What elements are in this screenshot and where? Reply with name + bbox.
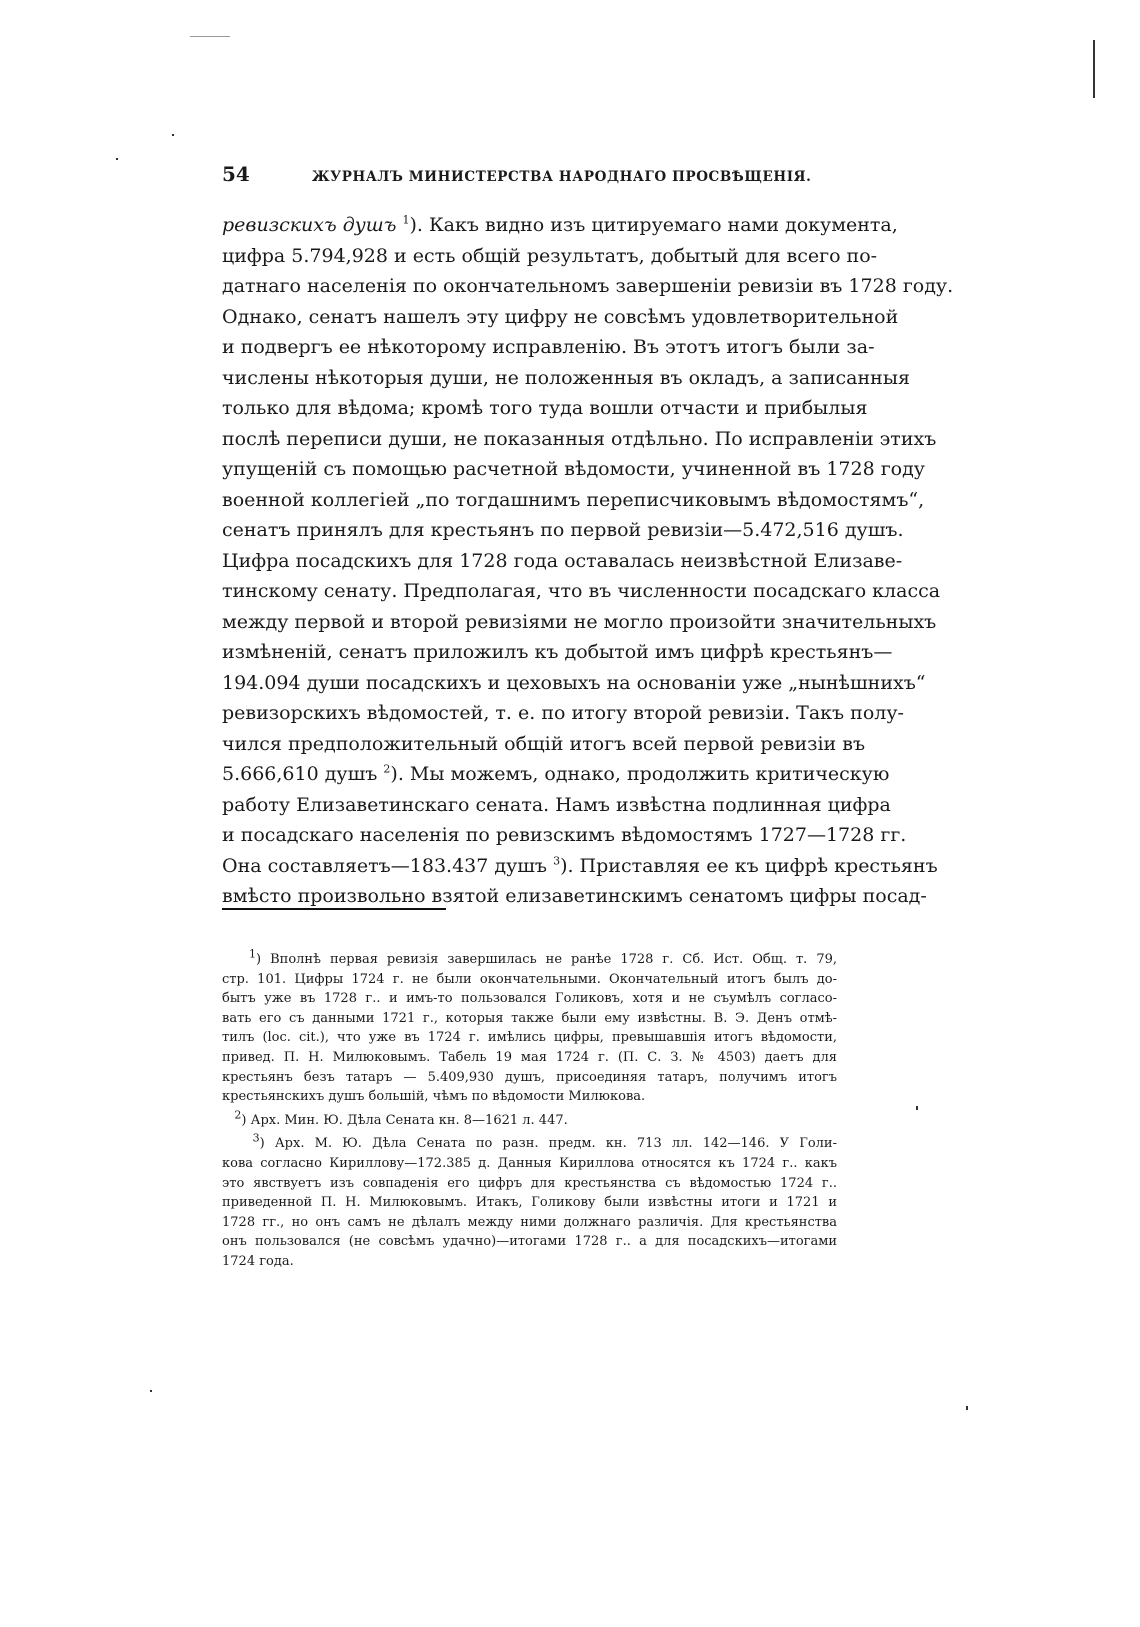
text-line: чился предположительный общій итогъ всей первой ревизіи въ — [222, 732, 866, 755]
footnotes — [222, 947, 837, 1272]
text-line: военной коллегіей „по тогдашнимъ переписчиковымъ вѣдомостямъ“, — [222, 488, 925, 511]
text-line: измѣненій, сенатъ приложилъ къ добытой имъ цифрѣ крестьянъ— — [222, 641, 893, 663]
footnote-line: это явствуетъ изъ совпаденія его цифръ для крестьянства съ вѣдомостью 1724 г.. — [222, 1175, 837, 1191]
text-line: ревизорскихъ вѣдомостей, т. е. по итогу второй ревизіи. Такъ полу- — [222, 702, 904, 724]
footnote-line: бытъ уже въ 1728 г.. и имъ-то пользовался Голиковъ, хотя и не съумѣлъ согласо- — [222, 991, 837, 1007]
text-line: между первой и второй ревизіями не могло произойти значительныхъ — [222, 610, 937, 633]
footnote-line: тилъ (loc. cit.), что уже въ 1724 г. имѣлись цифры, превышавшія итогъ вѣдомости, — [222, 1030, 837, 1046]
footnote-ref-1: 1 — [402, 213, 410, 227]
text-line: тинскому сенату. Предполагая, что въ численности посадскаго класса — [222, 580, 941, 602]
footnote-marker-2: 2 — [234, 1108, 242, 1122]
text-segment: ) Арх. Мин. Ю. Дѣла Сената кн. 8—1621 л. 447. — [241, 1112, 568, 1128]
text-line — [222, 210, 898, 241]
text-segment: ). Мы можемъ, однако, продолжить критическую — [390, 763, 890, 785]
footnote-marker-1: 1 — [249, 947, 257, 961]
main-body-text — [222, 210, 954, 912]
text-segment: Она составляетъ—183.437 душъ — [222, 854, 548, 877]
text-segment: 5.666,610 душъ — [222, 763, 378, 785]
italic-phrase: ревизскихъ душъ — [222, 214, 397, 236]
footnote-line: вать его съ данными 1721 г., которыя также были ему извѣстны. В. Э. Денъ отмѣ- — [222, 1010, 837, 1026]
footnote-line: онъ пользовался (не совсѣмъ удачно)—итогами 1728 г.. а для посадскихъ—итогами — [222, 1234, 837, 1250]
text-line: сенатъ принялъ для крестьянъ по первой ревизіи—5.472,516 душъ. — [222, 519, 904, 541]
text-line: только для вѣдома; кромѣ того туда вошли отчасти и прибылыя — [222, 397, 868, 419]
text-line: и подвергъ ее нѣкоторому исправленію. Въ этотъ итогъ были за- — [222, 336, 875, 358]
text-line: упущеній съ помощью расчетной вѣдомости, учиненной въ 1728 году — [222, 458, 925, 480]
scan-dot — [916, 1106, 918, 1110]
text-line — [222, 759, 890, 790]
footnote-line: приведенной П. Н. Милюковымъ. Итакъ, Голикову были извѣстны итоги и 1721 и — [222, 1195, 837, 1211]
scan-dot — [966, 1406, 968, 1410]
text-segment: ) Вполнѣ первая ревизія завершилась не ранѣе 1728 г. Сб. Ист. Общ. т. 79, — [256, 952, 837, 967]
text-line: работу Елизаветинскаго сената. Намъ извѣстна подлинная цифра — [222, 793, 891, 816]
footnote-line: кова согласно Кириллову—172.385 д. Данныя Кириллова относятся къ 1724 г.. какъ — [222, 1155, 837, 1171]
text-line: вмѣсто произвольно взятой елизаветинскимъ сенатомъ цифры посад- — [222, 885, 927, 907]
text-line: числены нѣкоторыя души, не положенныя въ окладъ, а записанныя — [222, 366, 910, 389]
footnote-ref-3: 3 — [553, 854, 561, 868]
text-line: и посадскаго населенія по ревизскимъ вѣдомостямъ 1727—1728 гг. — [222, 824, 907, 846]
footnote-line — [222, 947, 837, 970]
text-line: послѣ переписи души, не показанныя отдѣльно. По исправленіи этихъ — [222, 427, 937, 450]
running-title: ЖУРНАЛЪ МИНИСТЕРСТВА НАРОДНАГО ПРОСВѢЩЕНІЯ. — [311, 169, 812, 185]
text-line: цифра 5.794,928 и есть общій результатъ, добытый для всего по- — [222, 244, 878, 267]
text-line — [222, 851, 938, 882]
footnote-line: крестьянскихъ душъ большій, чѣмъ по вѣдомости Милюкова. — [222, 1089, 646, 1105]
page-header — [222, 162, 842, 186]
footnote-line: 1724 года. — [222, 1253, 294, 1269]
text-segment: ). Какъ видно изъ цитируемаго нами документа, — [409, 214, 898, 236]
scan-dot — [172, 134, 174, 136]
footnote-line — [222, 1108, 837, 1131]
footnote-line: крестьянъ безъ татаръ — 5.409,930 душъ, присоединяя татаръ, получимъ итогъ — [222, 1069, 837, 1085]
scan-edge-mark — [1093, 40, 1095, 98]
footnote-line: привед. П. Н. Милюковымъ. Табель 19 мая 1724 г. (П. С. З. № 4503) даетъ для — [222, 1049, 837, 1065]
text-line: Цифра посадскихъ для 1728 года оставалась неизвѣстной Елизаве- — [222, 549, 903, 572]
footnote-line: 1728 гг., но онъ самъ не дѣлалъ между ними должнаго различія. Для крестьянства — [222, 1214, 837, 1230]
text-line: Однако, сенатъ нашелъ эту цифру не совсѣмъ удовлетворительной — [222, 305, 899, 328]
scan-dot — [190, 36, 230, 37]
footnote-ref-2: 2 — [383, 762, 391, 776]
text-line: 194.094 души посадскихъ и цеховыхъ на основаніи уже „нынѣшнихъ“ — [222, 671, 926, 694]
scan-dot — [150, 1390, 152, 1392]
footnote-separator — [222, 908, 446, 910]
text-line: датнаго населенія по окончательномъ завершеніи ревизіи въ 1728 году. — [222, 275, 954, 297]
footnote-marker-3: 3 — [252, 1132, 260, 1146]
text-segment: ) Арх. М. Ю. Дѣла Сената по разн. предм. кн. 713 лл. 142—146. У Голи- — [259, 1136, 837, 1152]
page-number: 54 — [222, 162, 250, 186]
scan-dot — [116, 158, 118, 160]
footnote-line: стр. 101. Цифры 1724 г. не были окончательными. Окончательный итогъ былъ до- — [222, 971, 837, 987]
footnote-line — [222, 1134, 837, 1154]
text-segment: ). Приставляя ее къ цифрѣ крестьянъ — [560, 854, 938, 877]
